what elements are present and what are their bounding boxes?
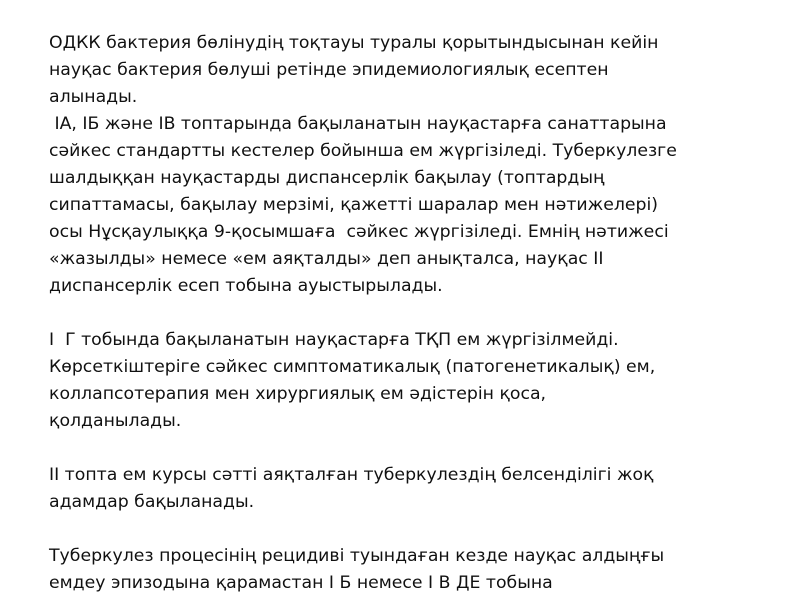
paragraph-line: алынады. bbox=[49, 87, 138, 107]
paragraph-line: «жазылды» немесе «ем аяқталды» деп анықталса, науқас II bbox=[49, 249, 604, 269]
paragraph-line: коллапсотерапия мен хирургиялық ем әдістерін қоса, bbox=[49, 384, 547, 404]
paragraph-line: осы Нұсқаулыққа 9-қосымшаға сәйкес жүргізіледі. Емнің нәтижесі bbox=[49, 222, 669, 242]
paragraph-1 bbox=[49, 30, 749, 300]
paragraph-line: Көрсеткіштеріге сәйкес симптоматикалық (патогенетикалық) ем, bbox=[49, 357, 656, 377]
paragraph-line: науқас бактерия бөлуші ретінде эпидемиологиялық есептен bbox=[49, 60, 609, 80]
paragraph-spacer bbox=[49, 300, 749, 327]
paragraph-line: емдеу эпизодына қарамастан I Б немесе I В ДЕ тобына bbox=[49, 573, 553, 593]
paragraph-2 bbox=[49, 327, 749, 435]
paragraph-line: Туберкулез процесінің рецидиві туындаған кезде науқас алдыңғы bbox=[49, 546, 665, 566]
paragraph-line: ОДКК бактерия бөлінудің тоқтауы туралы қорытындысынан кейін bbox=[49, 33, 659, 53]
paragraph-line: қолданылады. bbox=[49, 411, 182, 431]
paragraph-3 bbox=[49, 462, 749, 516]
paragraph-line: сипаттамасы, бақылау мерзімі, қажетті шаралар мен нәтижелері) bbox=[49, 195, 659, 215]
paragraph-4 bbox=[49, 543, 749, 597]
paragraph-line: адамдар бақыланады. bbox=[49, 492, 255, 512]
paragraph-line: I Г тобында бақыланатын науқастарға ТҚП ем жүргізілмейді. bbox=[49, 330, 619, 350]
paragraph-line: IА, IБ және IВ топтарында бақыланатын науқастарға санаттарына bbox=[49, 114, 667, 134]
paragraph-spacer bbox=[49, 435, 749, 462]
paragraph-spacer bbox=[49, 516, 749, 543]
paragraph-line: II топта ем курсы сәтті аяқталған туберкулездің белсенділігі жоқ bbox=[49, 465, 654, 485]
paragraph-line: шалдыққан науқастарды диспансерлік бақылау (топтардың bbox=[49, 168, 605, 188]
paragraph-line: диспансерлік есеп тобына ауыстырылады. bbox=[49, 276, 443, 296]
paragraph-line: сәйкес стандартты кестелер бойынша ем жүргізіледі. Туберкулезге bbox=[49, 141, 677, 161]
document-text bbox=[49, 30, 749, 597]
